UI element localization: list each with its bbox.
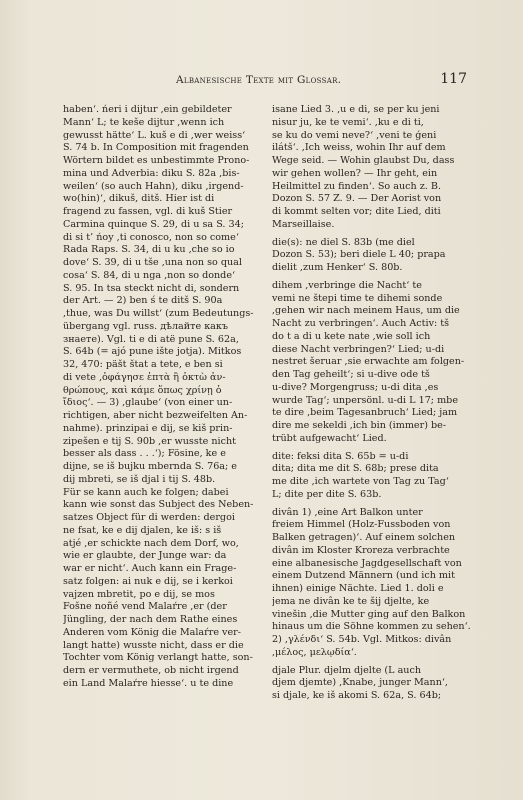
text-line: divân im Kloster Kroreza verbrachte: [272, 544, 450, 556]
text-line: Marseillaise.: [272, 218, 335, 230]
text-line: war er nicht‘. Auch kann ein Frage-: [63, 563, 237, 574]
text-line: satzes Object für di werden: dergoi: [63, 512, 235, 523]
text-line: ilátš‘. ,Ich weiss, wohin Ihr auf dem: [272, 142, 446, 154]
text-line: L; dite per dite S. 63b.: [272, 488, 382, 500]
text-line: wir gehen wollen? — Ihr geht, ein: [272, 167, 438, 179]
text-line: dite: feksi dita S. 65b = u-di: [272, 450, 409, 462]
text-line: trübt aufgewacht‘ Lied.: [272, 432, 387, 444]
text-line: Für se kann auch ke folgen; dabei: [63, 486, 229, 498]
text-line: Mann‘ L; te keše dijtur ,wenn ich: [63, 116, 225, 128]
text-line: Dozon S. 53); beri diele L 40; prapa: [272, 249, 446, 261]
text-line: isane Lied 3. ,u e di, se per ku jeni: [272, 104, 440, 115]
text-line: einem Dutzend Männern (und ich mit: [272, 570, 455, 582]
text-line: nisur ju, ke te vemi‘. ,ku e di ti,: [272, 116, 424, 128]
text-line: Carmina quinque S. 29, di u sa S. 34;: [63, 218, 244, 230]
page-number: 117: [440, 71, 467, 87]
text-line: dire me sekeldi ,ich bin (immer) be-: [272, 420, 447, 431]
right-column: [272, 104, 472, 703]
text-line: hinaus um die Söhne kommen zu sehen‘.: [272, 621, 471, 633]
text-line: übergang vgl. russ. дѣлайте какъ: [63, 320, 229, 332]
text-line: wurde Tag‘; unpersönl. u-di L 17; mbe: [272, 394, 459, 406]
text-line: freiem Himmel (Holz-Fussboden von: [272, 519, 451, 531]
text-line: dove‘ S. 39, di u tše ,una non so qual: [63, 257, 242, 268]
text-line: den Tag geheilt‘; si u-dive ode tš: [272, 369, 430, 380]
text-line: di si t’ ńoy ,ti conosco, non so come‘: [63, 231, 239, 243]
text-line: wie er glaubte, der Junge war: da: [63, 550, 227, 562]
text-line: si djale, ke iš akomi S. 62a, S. 64b;: [272, 690, 442, 701]
text-line: S. 64b (= ajó pune ište jotja). Mitkos: [63, 346, 242, 358]
text-line: Rada Raps. S. 34, di u ku ,che so io: [63, 244, 235, 256]
text-line: diese Nacht verbringen?‘ Lied; u-di: [272, 343, 445, 355]
text-line: dihem ,verbringe die Nacht‘ te: [272, 279, 422, 291]
text-line: zipešen e tij S. 90b ,er wusste nicht: [63, 435, 237, 447]
text-line: weilen‘ (so auch Hahn), diku ,irgend-: [63, 180, 244, 192]
text-line: ein Land Malaŕre hiesse‘. u te dine: [63, 677, 234, 689]
text-line: djem djemte) ,Knabe, junger Mann‘,: [272, 677, 448, 689]
text-line: nahme). prinzipai e dij, se kiš prin-: [63, 422, 233, 434]
text-line: Balken getragen)‘. Auf einem solchen: [272, 532, 456, 543]
page-header: [56, 71, 467, 90]
text-line: θρώπους, καὶ κάμε ὅπως χρίνῃ ὁ: [63, 384, 222, 396]
text-line: 32, 470: päšt štat a tete, e ben si: [63, 359, 223, 370]
text-line: die(s): ne diel S. 83b (me diel: [272, 236, 415, 248]
text-line: dijne, se iš bujku mbernda S. 76a; e: [63, 461, 237, 472]
text-line: do t a di u kete nate ,wie soll ich: [272, 330, 431, 342]
running-title: Albanesische Texte mit Glossar.: [176, 74, 342, 86]
text-line: vajzen mbretit, po e dij, se mos: [63, 588, 215, 600]
left-column: [63, 104, 263, 691]
text-line: vinešin ,die Mutter ging auf den Balkon: [272, 608, 466, 620]
text-line: atjé ,er schickte nach dem Dorf, wo,: [63, 537, 239, 549]
text-line: ἴδιος‘. — 3) ,glaube‘ (von einer un-: [63, 397, 233, 409]
text-line: S. 95. In tsa steckt nicht di, sondern: [63, 282, 240, 294]
text-line: ,gehen wir nach meinem Haus, um die: [272, 305, 460, 317]
text-line: Wörtern bildet es unbestimmte Prono-: [63, 155, 250, 166]
text-line: Wege seid. — Wohin glaubst Du, dass: [272, 155, 455, 166]
text-line: te dire ,beim Tagesanbruch‘ Lied; jam: [272, 407, 458, 419]
text-line: dielit ,zum Henker‘ S. 80b.: [272, 262, 403, 273]
text-line: divân 1) ,eine Art Balkon unter: [272, 506, 423, 518]
text-line: mina und Adverbia: diku S. 82a ,bis-: [63, 167, 240, 179]
text-line: Heilmittel zu finden‘. So auch z. B.: [272, 180, 442, 192]
text-line: Fošne noñé vend Malaŕre ,er (der: [63, 601, 227, 613]
text-line: vemi ne štepi time te dihemi sonde: [272, 292, 443, 304]
text-line: Jüngling, der nach dem Rathe eines: [63, 614, 238, 625]
text-line: kann wie sonst das Subject des Neben-: [63, 499, 254, 511]
text-line: gewusst hätte‘ L. kuš e di ,wer weiss‘: [63, 129, 246, 141]
text-line: ,thue, was Du willst‘ (zum Bedeutungs-: [63, 308, 254, 319]
text-line: Tochter vom König verlangt hatte, son-: [63, 652, 253, 664]
text-line: jema ne divân ke te šij djelte, ke: [272, 595, 430, 607]
text-line: satz folgen: ai nuk e dij, se i kerkoi: [63, 575, 233, 587]
text-line: me dite ,ich wartete von Tag zu Tag‘: [272, 476, 449, 487]
text-line: Nacht zu verbringen‘. Auch Activ: tš: [272, 318, 450, 329]
text-line: der Art. — 2) ben ś te ditš S. 90a: [63, 295, 223, 307]
text-line: fragend zu fassen, vgl. di kuš Stier: [63, 206, 233, 217]
text-line: se ku do vemi neve?‘ ,veni te ǵeni: [272, 129, 437, 141]
text-line: S. 74 b. In Composition mit fragenden: [63, 142, 249, 154]
text-line: ne fsat, ke e dij djalen, ke iš: s iš: [63, 524, 222, 536]
text-line: eine albanesische Jagdgesellschaft von: [272, 557, 462, 569]
text-line: di kommt selten vor; dite Lied, diti: [272, 206, 441, 217]
text-line: dita; dita me dit S. 68b; prese dita: [272, 463, 439, 475]
text-line: wo(hin)‘, dikuš, ditš. Hier ist di: [63, 193, 215, 205]
text-line: richtigen, aber nicht bezweifelten An-: [63, 410, 248, 421]
text-line: знаете). Vgl. ti e di atë pune S. 62a,: [63, 333, 239, 345]
text-line: 2) ,γλένδι‘ S. 54b. Vgl. Mitkos: divân: [272, 634, 452, 645]
text-line: haben‘. ńeri i dijtur ,ein gebildeter: [63, 104, 232, 115]
text-line: langt hatte) wusste nicht, dass er die: [63, 639, 244, 651]
text-line: ihnen) einige Nächte. Lied 1. doli e: [272, 583, 444, 594]
text-line: Anderen vom König die Malaŕre ver-: [63, 626, 241, 638]
text-line: nestret šeruar ,sie erwachte am folgen-: [272, 356, 465, 368]
text-line: cosa‘ S. 84, di u nga ,non so donde‘: [63, 269, 236, 281]
text-line: djale Plur. djelm djelte (L auch: [272, 664, 422, 676]
text-line: di vete ,ὀφάγησε ἑπτὰ ἢ ὀκτὼ ἀν-: [63, 371, 226, 383]
text-line: dij mbreti, se iš djal i tij S. 48b.: [63, 473, 216, 485]
text-line: u-dive? Morgengruss; u-di dita ,es: [272, 381, 439, 393]
text-line: besser als dass . . .‘); Fösine, ke e: [63, 448, 226, 460]
text-line: ,μέλος, μελῳδία‘.: [272, 646, 357, 658]
text-line: Dozon S. 57 Z. 9. — Der Aorist von: [272, 193, 442, 205]
text-line: dern er vermuthete, ob nicht irgend: [63, 665, 239, 676]
